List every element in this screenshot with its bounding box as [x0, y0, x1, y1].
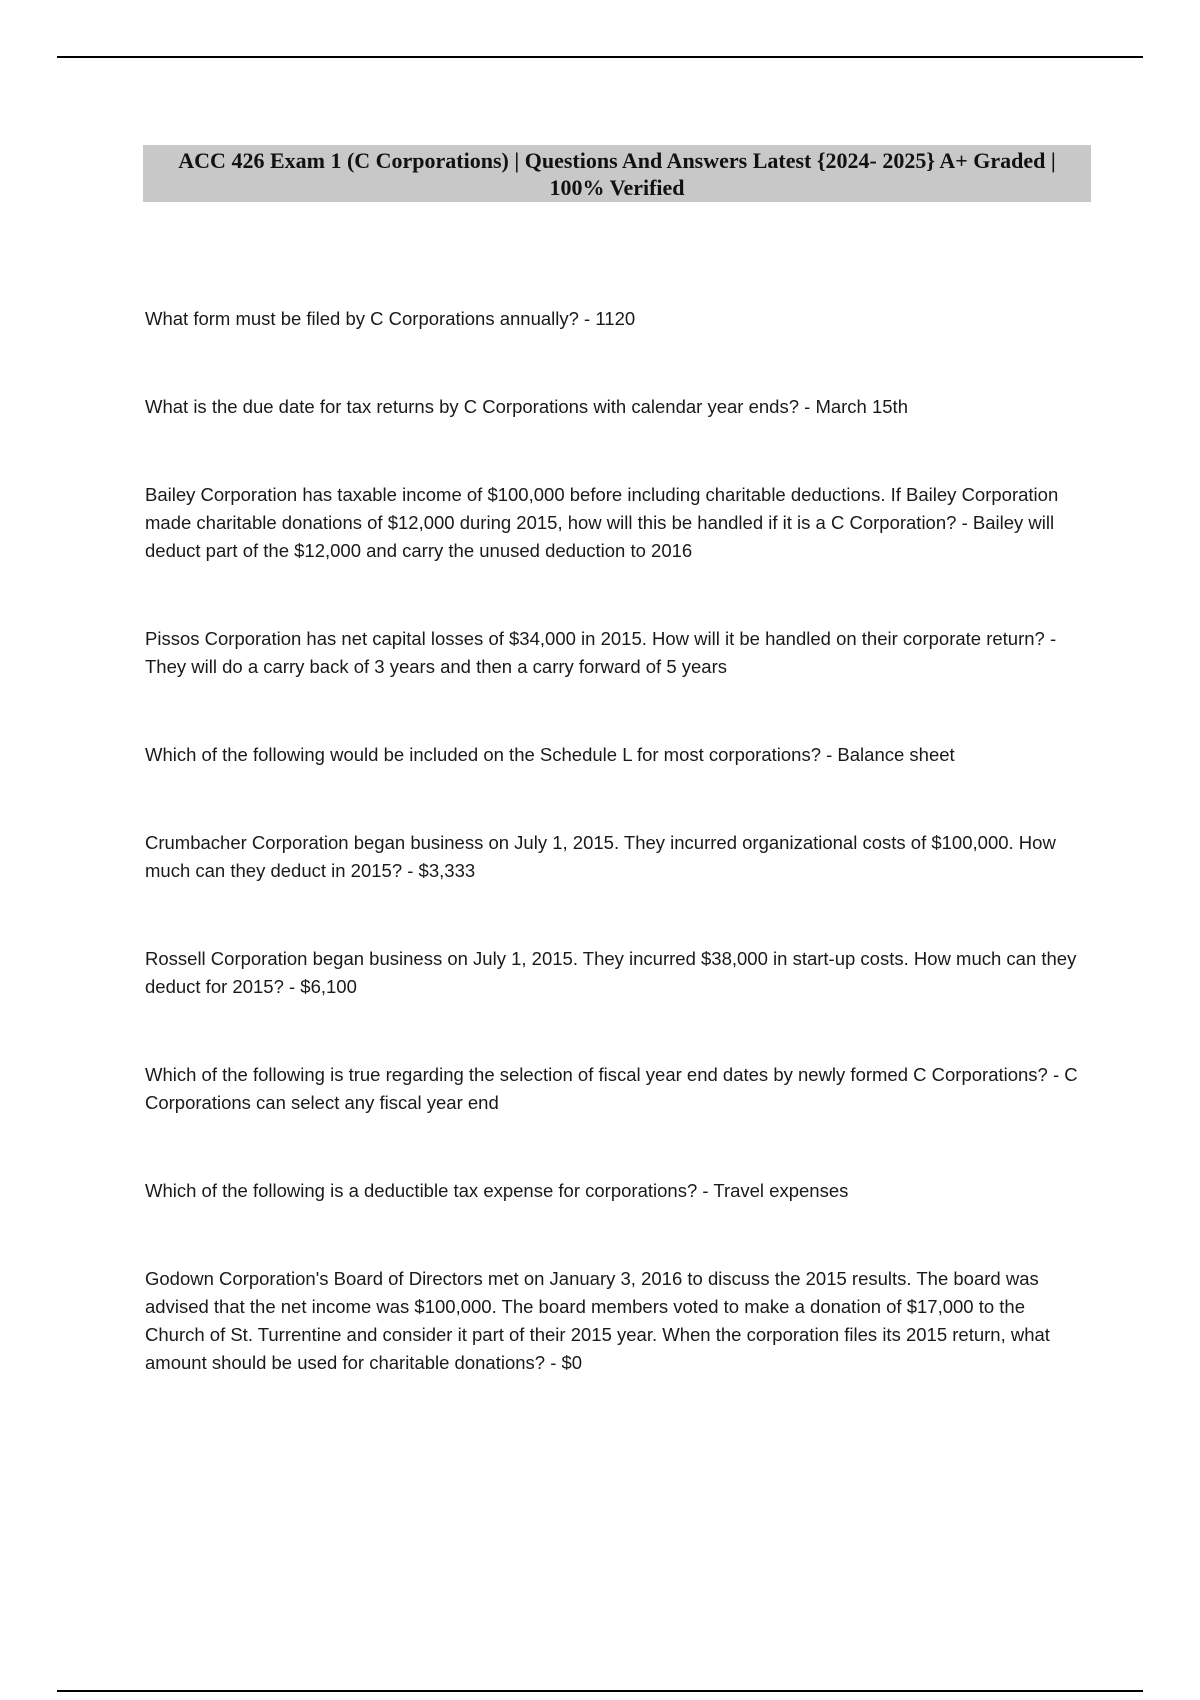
qa-item-7: Rossell Corporation began business on July 1, 2015. They incurred $38,000 in start-up costs. How much can they deduct for 2015? - $6,100	[145, 948, 1077, 997]
qa-item-6: Crumbacher Corporation began business on July 1, 2015. They incurred organizational costs of $100,000. How much can they deduct in 2015? - $3,333	[145, 832, 1056, 881]
qa-item-9: Which of the following is a deductible tax expense for corporations? - Travel expenses	[145, 1180, 849, 1201]
qa-item-1: What form must be filed by C Corporations annually? - 1120	[145, 308, 636, 329]
document-title: ACC 426 Exam 1 (C Corporations) | Questions And Answers Latest {2024- 2025} A+ Graded | 100% Verified	[178, 147, 1056, 200]
qa-item-4: Pissos Corporation has net capital losses of $34,000 in 2015. How will it be handled on their corporate return? - They will do a carry back of 3 years and then a carry forward of 5 years	[145, 628, 1057, 677]
qa-item-5: Which of the following would be included on the Schedule L for most corporations? - Balance sheet	[145, 744, 955, 765]
qa-item-3: Bailey Corporation has taxable income of $100,000 before including charitable deductions. If Bailey Corporation made charitable donations of $12,000 during 2015, how will this be handled if it is a C Corporation? - Bailey will deduct part of the $12,000 and carry the unused deduction to 2016	[145, 484, 1059, 561]
top-divider	[57, 56, 1143, 58]
bottom-divider	[57, 1690, 1143, 1692]
qa-item-8: Which of the following is true regarding the selection of fiscal year end dates by newly formed C Corporations? - C Corporations can select any fiscal year end	[145, 1064, 1078, 1113]
qa-list	[145, 305, 1085, 1377]
title-banner	[143, 145, 1091, 202]
qa-item-10: Godown Corporation's Board of Directors met on January 3, 2016 to discuss the 2015 results. The board was advised that the net income was $100,000. The board members voted to make a donation of $17,000 to the Church of St. Turrentine and consider it part of their 2015 year. When the corporation files its 2015 return, what amount should be used for charitable donations? - $0	[145, 1268, 1050, 1373]
qa-item-2: What is the due date for tax returns by C Corporations with calendar year ends? - March 15th	[145, 396, 908, 417]
